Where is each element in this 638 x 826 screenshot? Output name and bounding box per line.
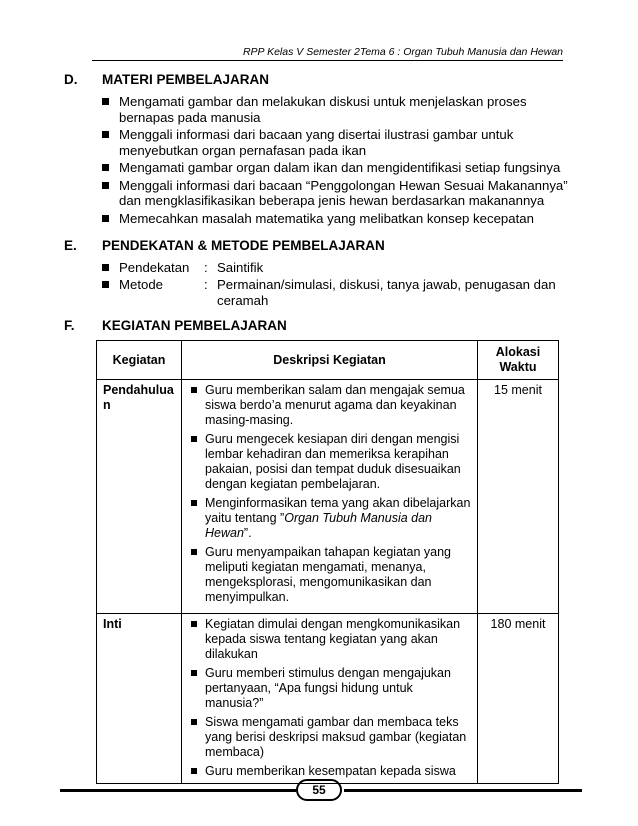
- page-number: 55: [296, 779, 342, 801]
- square-bullet-icon: [102, 131, 109, 138]
- table-row: [97, 380, 559, 614]
- kegiatan-cell: Pendahuluan: [97, 380, 182, 614]
- list-item: Siswa mengamati gambar dan membaca teks yang berisi deskripsi maksud gambar (kegiatan membaca): [188, 715, 471, 760]
- square-bullet-icon: [102, 98, 109, 105]
- page-header: RPP Kelas V Semester 2Tema 6 : Organ Tubuh Manusia dan Hewan: [242, 46, 563, 58]
- deskripsi-cell: [182, 614, 478, 784]
- list-item: Menggali informasi dari bacaan yang disertai ilustrasi gambar untuk menyebutkan organ pernafasan pada ikan: [102, 127, 572, 158]
- square-bullet-icon: [191, 500, 197, 506]
- section-f-letter: F.: [64, 318, 75, 333]
- list-item: Guru memberikan kesempatan kepada siswa: [188, 764, 471, 779]
- list-item: Mengamati gambar organ dalam ikan dan mengidentifikasi setiap fungsinya: [102, 160, 572, 176]
- list-item: Kegiatan dimulai dengan mengkomunikasikan kepada siswa tentang kegiatan yang akan dilakukan: [188, 617, 471, 662]
- section-e-title: PENDEKATAN & METODE PEMBELAJARAN: [102, 238, 385, 253]
- deskripsi-cell: [182, 380, 478, 614]
- square-bullet-icon: [102, 264, 109, 271]
- list-item: Menggali informasi dari bacaan “Penggolongan Hewan Sesuai Makanannya” dan mengklasifikasikan beberapa jenis hewan berdasarkan makanannya: [102, 178, 572, 209]
- colon: :: [204, 260, 208, 275]
- list-item: Guru memberi stimulus dengan mengajukan pertanyaan, “Apa fungsi hidung untuk manusia?”: [188, 666, 471, 711]
- square-bullet-icon: [191, 621, 197, 627]
- section-e-letter: E.: [64, 238, 77, 253]
- header-deskripsi: Deskripsi Kegiatan: [182, 341, 478, 380]
- section-f-title: KEGIATAN PEMBELAJARAN: [102, 318, 287, 333]
- square-bullet-icon: [102, 182, 109, 189]
- metode-label: Metode: [119, 277, 163, 292]
- kegiatan-cell: Inti: [97, 614, 182, 784]
- header-alokasi: Alokasi Waktu: [478, 341, 559, 380]
- square-bullet-icon: [191, 768, 197, 774]
- alokasi-cell: 180 menit: [478, 614, 559, 784]
- alokasi-cell: 15 menit: [478, 380, 559, 614]
- metode-value: Permainan/simulasi, diskusi, tanya jawab, penugasan dan ceramah: [217, 277, 556, 308]
- list-item: Menginformasikan tema yang akan dibelajarkan yaitu tentang ”Organ Tubuh Manusia dan Hewan”.: [188, 496, 471, 541]
- list-item: Guru menyampaikan tahapan kegiatan yang meliputi kegiatan mengamati, menanya, mengeksplorasi, mengomunikasikan dan menyimpulkan.: [188, 545, 471, 605]
- table-row: [97, 614, 559, 784]
- pendekatan-label: Pendekatan: [119, 260, 190, 275]
- square-bullet-icon: [102, 164, 109, 171]
- section-d-list: [102, 94, 572, 228]
- header-rule: [92, 60, 563, 61]
- square-bullet-icon: [102, 215, 109, 222]
- pendekatan-value: Saintifik: [217, 260, 264, 275]
- list-item: Guru memberikan salam dan mengajak semua siswa berdo’a menurut agama dan keyakinan masing-masing.: [188, 383, 471, 428]
- square-bullet-icon: [191, 436, 197, 442]
- section-d-title: MATERI PEMBELAJARAN: [102, 72, 270, 87]
- section-d-letter: D.: [64, 72, 78, 87]
- header-kegiatan: Kegiatan: [97, 341, 182, 380]
- square-bullet-icon: [191, 670, 197, 676]
- footer-rule-left: [60, 789, 296, 792]
- square-bullet-icon: [102, 281, 109, 288]
- square-bullet-icon: [191, 549, 197, 555]
- table-header-row: [97, 341, 559, 380]
- list-item: Memecahkan masalah matematika yang melibatkan konsep kecepatan: [102, 211, 572, 227]
- square-bullet-icon: [191, 387, 197, 393]
- list-item: Mengamati gambar dan melakukan diskusi untuk menjelaskan proses bernapas pada manusia: [102, 94, 572, 125]
- list-item: Guru mengecek kesiapan diri dengan mengisi lembar kehadiran dan memeriksa kerapihan pakaian, posisi dan tempat duduk disesuaikan dengan kegiatan pembelajaran.: [188, 432, 471, 492]
- square-bullet-icon: [191, 719, 197, 725]
- kegiatan-table: [96, 340, 559, 784]
- colon: :: [204, 277, 208, 292]
- footer-rule-right: [344, 789, 582, 792]
